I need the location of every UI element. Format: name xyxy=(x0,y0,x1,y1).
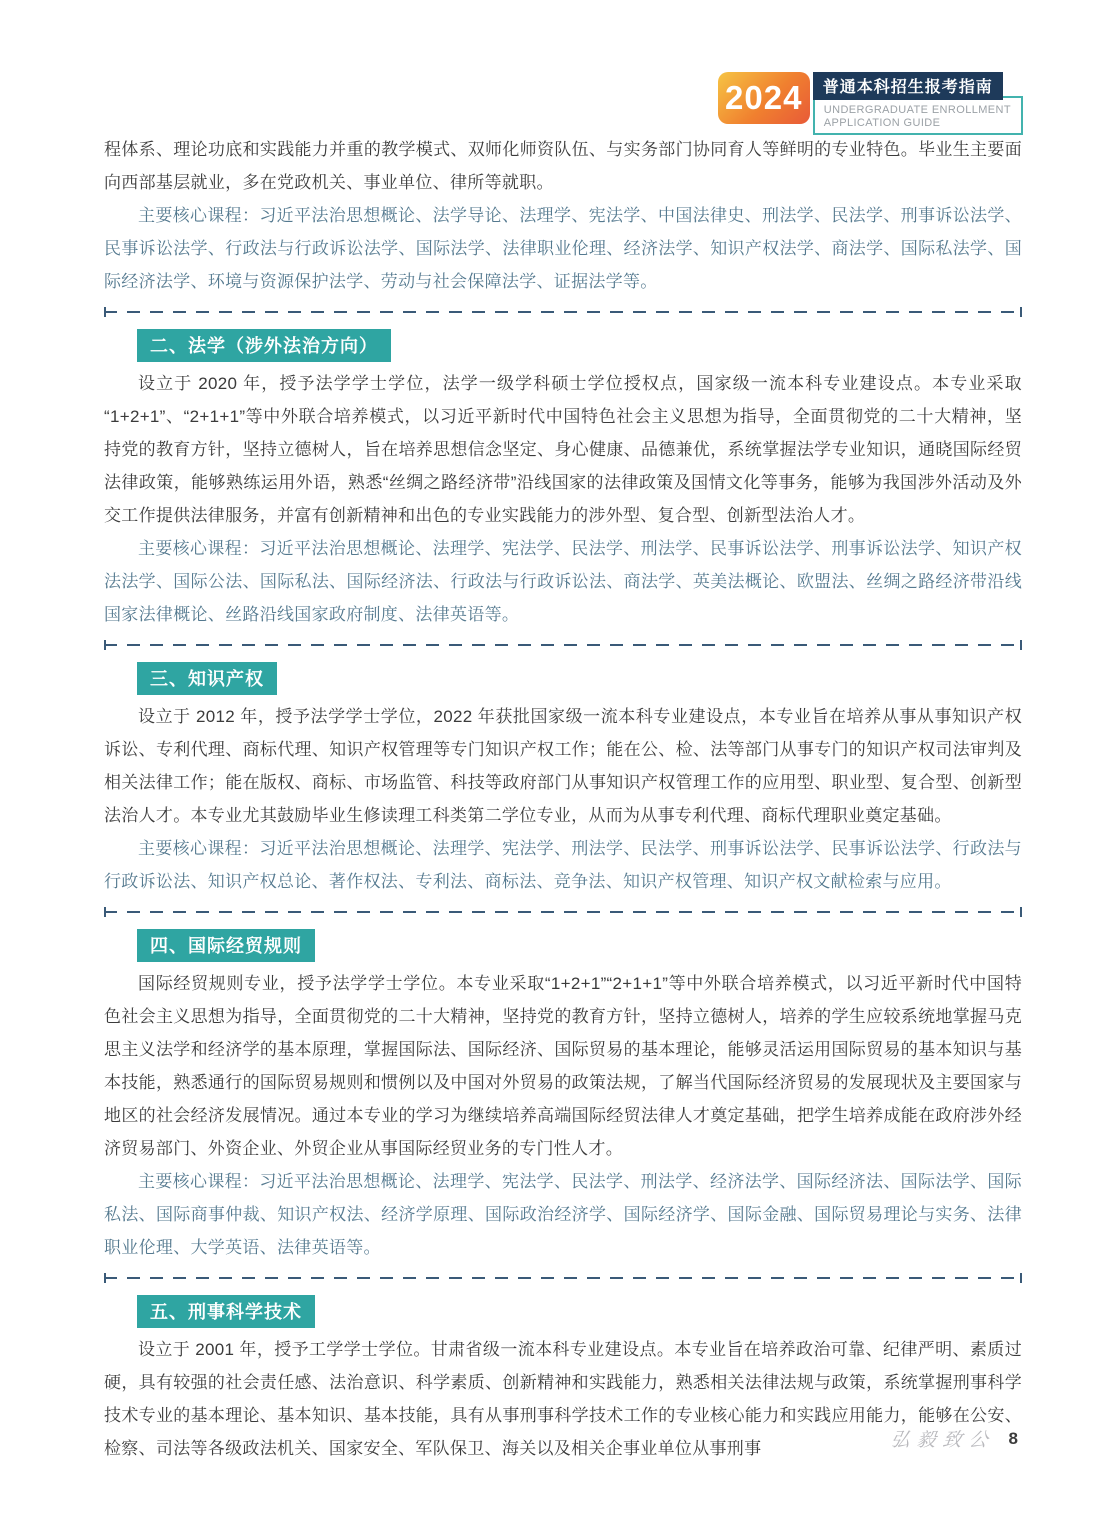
section-body: 国际经贸规则专业，授予法学学士学位。本专业采取“1+2+1”“2+1+1”等中外联合培养模式，以习近平新时代中国特色社会主义思想为指导，全面贯彻党的二十大精神，坚持党的教育方针，坚持立德树人，培养的学生应较系统地掌握马克思主义法学和经济学的基本原理，掌握国际法、国际经济、国际贸易的基本理论，能够灵活运用国际贸易的基本知识与基本技能，熟悉通行的国际贸易规则和惯例以及中国对外贸易的政策法规，了解当代国际经济贸易的发展现状及主要国家与地区的社会经济发展情况。通过本专业的学习为继续培养高端国际经贸法律人才奠定基础，把学生培养成能在政府涉外经济贸易部门、外资企业、外贸企业从事国际经贸业务的专门性人才。 xyxy=(104,974,1022,1158)
section-title-intellectual-property: 三、知识产权 xyxy=(137,662,277,695)
page-number: 8 xyxy=(1008,1428,1018,1448)
section-title-international-trade-rules: 四、国际经贸规则 xyxy=(137,929,315,962)
guide-title-en-line1: UNDERGRADUATE ENROLLMENT xyxy=(823,104,1011,116)
dashed-divider xyxy=(104,311,1022,313)
guide-title-block xyxy=(813,72,1023,135)
dashed-divider xyxy=(104,1277,1022,1279)
section-international-trade-rules xyxy=(104,925,1022,1264)
dashed-divider xyxy=(104,911,1022,913)
section-law-foreign xyxy=(104,325,1022,631)
section-criminal-science-technology xyxy=(104,1291,1022,1465)
dashed-divider xyxy=(104,644,1022,646)
section-body: 设立于 2001 年，授予工学学士学位。甘肃省级一流本科专业建设点。本专业旨在培养政治可靠、纪律严明、素质过硬，具有较强的社会责任感、法治意识、科学素质、创新精神和实践能力，熟悉相关法律法规与政策，系统掌握刑事科学技术专业的基本理论、基本知识、基本技能，具有从事刑事科学技术工作的专业核心能力和实践应用能力，能够在公安、检察、司法等各级政法机关、国家安全、军队保卫、海关以及相关企事业单位从事刑事 xyxy=(104,1340,1022,1458)
calligraphy-motto: 弘毅致公 xyxy=(888,1430,996,1451)
guide-title-en-box xyxy=(813,96,1023,135)
intro-paragraph: 程体系、理论功底和实践能力并重的教学模式、双师化师资队伍、与实务部门协同育人等鲜明的专业特色。毕业生主要面向西部基层就业，多在党政机关、事业单位、律所等就职。 xyxy=(104,140,1022,192)
page-footer xyxy=(888,1425,1018,1452)
section-core-courses: 主要核心课程：习近平法治思想概论、法理学、宪法学、民法学、刑法学、经济法学、国际经济法、国际法学、国际私法、国际商事仲裁、知识产权法、经济学原理、国际政治经济学、国际经济学、国际金融、国际贸易理论与实务、法律职业伦理、大学英语、法律英语等。 xyxy=(104,1172,1022,1257)
year-badge: 2024 xyxy=(718,72,810,124)
guide-title-en-line2: APPLICATION GUIDE xyxy=(823,116,941,129)
intro-core-courses: 主要核心课程：习近平法治思想概论、法学导论、法理学、宪法学、中国法律史、刑法学、民法学、刑事诉讼法学、民事诉讼法学、行政法与行政诉讼法学、国际法学、法律职业伦理、经济法学、知识产权法学、商法学、国际私法学、国际经济法学、环境与资源保护法学、劳动与社会保障法学、证据法学等。 xyxy=(104,206,1022,291)
section-core-courses: 主要核心课程：习近平法治思想概论、法理学、宪法学、民法学、刑法学、民事诉讼法学、刑事诉讼法学、知识产权法法学、国际公法、国际私法、国际经济法、行政法与行政诉讼法、商法学、英美法概论、欧盟法、丝绸之路经济带沿线国家法律概论、丝路沿线国家政府制度、法律英语等。 xyxy=(104,539,1022,624)
main-content xyxy=(104,0,1022,1465)
section-body: 设立于 2020 年，授予法学学士学位，法学一级学科硕士学位授权点，国家级一流本科专业建设点。本专业采取“1+2+1”、“2+1+1”等中外联合培养模式，以习近平新时代中国特色社会主义思想为指导，全面贯彻党的二十大精神，坚持党的教育方针，坚持立德树人，旨在培养思想信念坚定、身心健康、品德兼优，系统掌握法学专业知识，通晓国际经贸法律政策，能够熟练运用外语，熟悉“丝绸之路经济带”沿线国家的法律政策及国情文化等事务，能够为我国涉外活动及外交工作提供法律服务，并富有创新精神和出色的专业实践能力的涉外型、复合型、创新型法治人才。 xyxy=(104,374,1022,525)
section-core-courses: 主要核心课程：习近平法治思想概论、法理学、宪法学、刑法学、民法学、刑事诉讼法学、民事诉讼法学、行政法与行政诉讼法、知识产权总论、著作权法、专利法、商标法、竞争法、知识产权管理、知识产权文献检索与应用。 xyxy=(104,839,1022,891)
section-title-criminal-science-technology: 五、刑事科学技术 xyxy=(137,1295,315,1328)
section-title-law-foreign: 二、法学（涉外法治方向） xyxy=(137,329,391,362)
guide-title-cn: 普通本科招生报考指南 xyxy=(813,72,1003,100)
section-intellectual-property xyxy=(104,658,1022,898)
section-body: 设立于 2012 年，授予法学学士学位，2022 年获批国家级一流本科专业建设点，本专业旨在培养从事从事知识产权诉讼、专利代理、商标代理、知识产权管理等专门知识产权工作；能在公、检、法等部门从事专门的知识产权司法审判及相关法律工作；能在版权、商标、市场监管、科技等政府部门从事知识产权管理工作的应用型、职业型、复合型、创新型法治人才。本专业尤其鼓励毕业生修读理工科类第二学位专业，从而为从事专利代理、商标代理职业奠定基础。 xyxy=(104,707,1022,825)
